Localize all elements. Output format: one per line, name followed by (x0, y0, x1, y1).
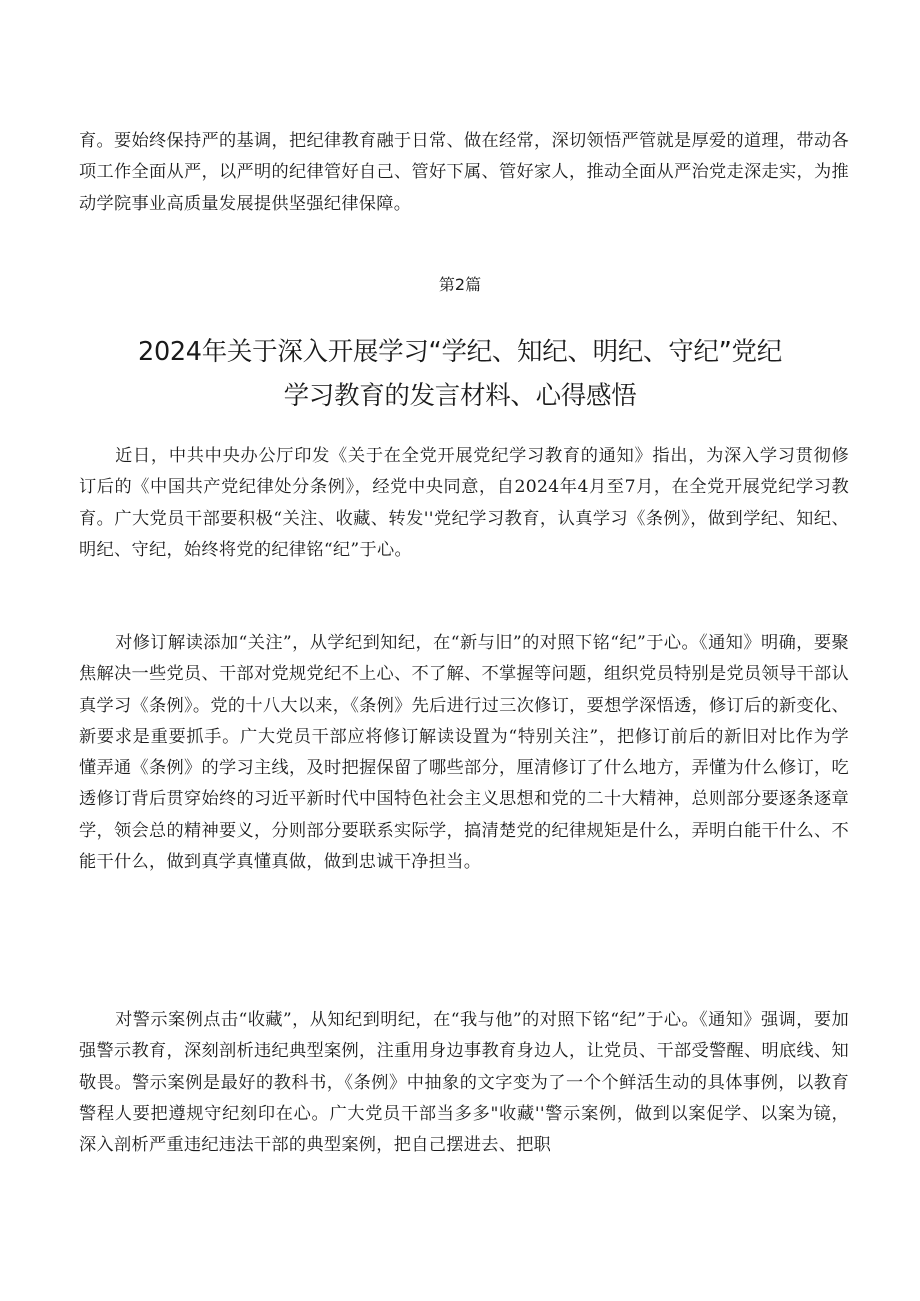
body-paragraph-1: 近日，中共中央办公厅印发《关于在全党开展党纪学习教育的通知》指出，为深入学习贯彻修订后的《中国共产党纪律处分条例》，经党中央同意，自2024年4月至7月，在全党开展党纪学习教育。广大党员干部要积极“关注、收藏、转发''党纪学习教育，认真学习《条例》，做到学纪、知纪、明纪、守纪，始终将党的纪律铭“纪”于心。 (79, 446, 849, 560)
body-paragraph-2: 对修订解读添加“关注”，从学纪到知纪，在“新与旧”的对照下铭“纪”于心。《通知》明确，要聚焦解决一些党员、干部对党规党纪不上心、不了解、不掌握等问题，组织党员特别是党员领导干部认真学习《条例》。党的十八大以来，《条例》先后进行过三次修订，要想学深悟透，修订后的新变化、新要求是重要抓手。广大党员干部应将修订解读设置为“特别关注”，把修订前后的新旧对比作为学懂弄通《条例》的学习主线，及时把握保留了哪些部分，厘清修订了什么地方，弄懂为什么修订，吃透修订背后贯穿始终的习近平新时代中国特色社会主义思想和党的二十大精神，总则部分要逐条逐章学，领会总的精神要义，分则部分要联系实际学，搞清楚党的纪律规矩是什么，弄明白能干什么、不能干什么，做到真学真懂真做，做到忠诚干净担当。 (79, 633, 849, 873)
intro-paragraph: 育。要始终保持严的基调，把纪律教育融于日常、做在经常，深切领悟严管就是厚爱的道理，带动各项工作全面从严，以严明的纪律管好自己、管好下属、管好家人，推动全面从严治党走深走实，为推动学院事业高质量发展提供坚强纪律保障。 (79, 131, 849, 214)
section-label: 第2篇 (438, 275, 482, 294)
document-title (60, 330, 860, 418)
document-title-line-1: 2024年关于深入开展学习“学纪、知纪、明纪、守纪”党纪 (138, 337, 782, 367)
body-paragraph-3: 对警示案例点击“收藏”，从知纪到明纪，在“我与他”的对照下铭“纪”于心。《通知》强调，要加强警示教育，深刻剖析违纪典型案例，注重用身边事教育身边人，让党员、干部受警醒、明底线、知敬畏。警示案例是最好的教科书，《条例》中抽象的文字变为了一个个鲜活生动的具体事例，以教育警程人要把遵规守纪刻印在心。广大党员干部当多多"收藏''警示案例，做到以案促学、以案为镜，深入剖析严重违纪违法干部的典型案例，把自己摆进去、把职 (79, 1010, 849, 1156)
document-title-line-2: 学习教育的发言材料、心得感悟 (283, 381, 637, 411)
